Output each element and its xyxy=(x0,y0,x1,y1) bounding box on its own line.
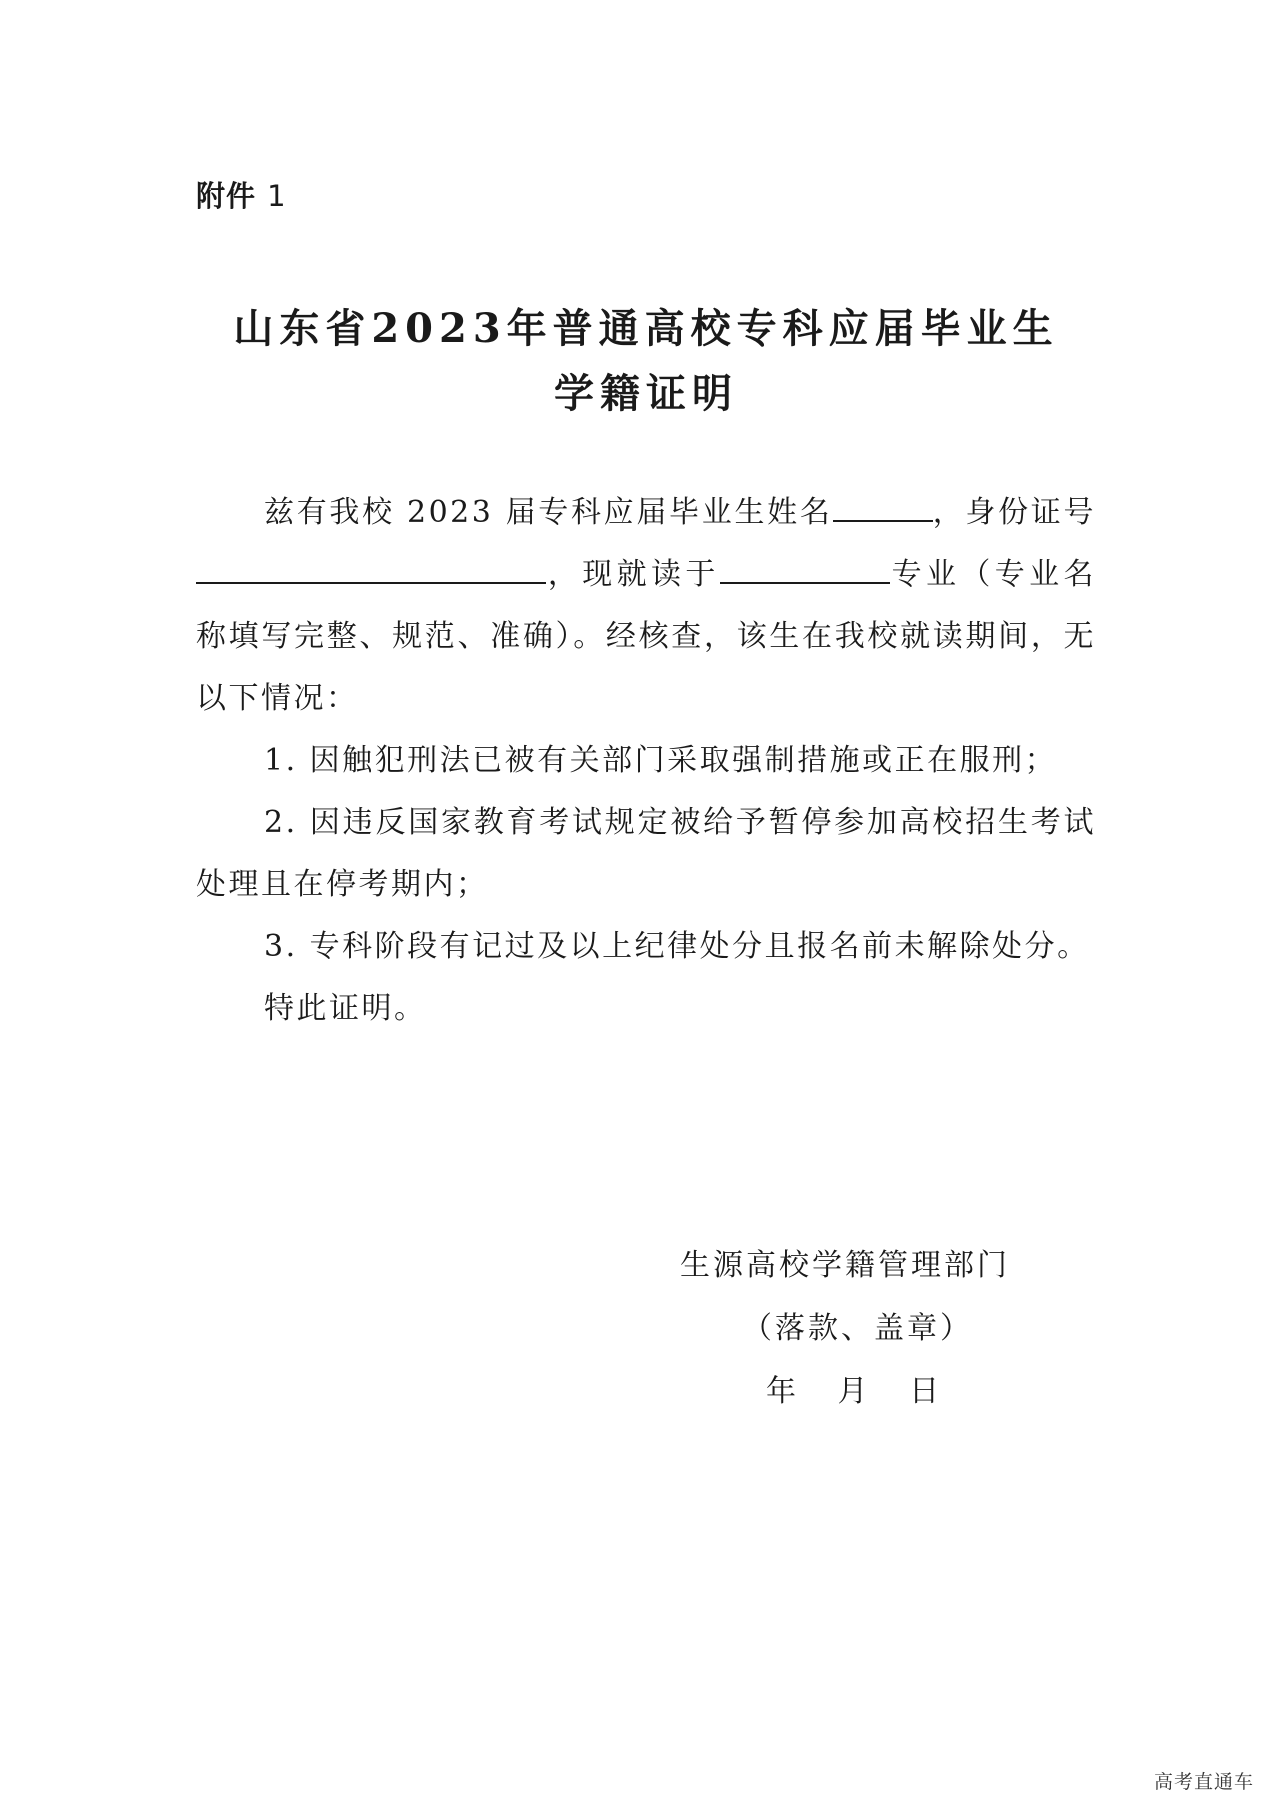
intro-paragraph xyxy=(196,482,1096,730)
certificate-body xyxy=(196,482,1096,1040)
attachment-label xyxy=(196,174,287,215)
major-blank xyxy=(720,558,890,584)
closing-statement: 特此证明。 xyxy=(264,991,427,1026)
watermark: 高考直通车 xyxy=(1153,1771,1254,1793)
condition-item-3: 3. 专科阶段有记过及以上纪律处分且报名前未解除处分。 xyxy=(264,929,1090,964)
intro-text-3: ，现就读于 xyxy=(546,557,720,592)
signature-seal-note: （落款、盖章） xyxy=(742,1311,973,1346)
name-blank xyxy=(833,496,933,522)
attachment-label-text: 附件 xyxy=(196,179,257,213)
id-number-blank xyxy=(196,558,546,584)
signature-department: 生源高校学籍管理部门 xyxy=(680,1248,1010,1283)
condition-item-2: 2. 因违反国家教育考试规定被给予暂停参加高校招生考试处理且在停考期内； xyxy=(196,805,1096,902)
intro-text-4: 专业（专业名称填写完整、规范、准确）。经核查，该生在我校就读期间，无以下情况： xyxy=(196,557,1096,716)
document-title-line-2: 学籍证明 xyxy=(554,370,738,417)
signature-date-line: 年 月 日 xyxy=(766,1374,940,1409)
document-title-line-1: 山东省2023年普通高校专科应届毕业生 xyxy=(233,305,1059,352)
intro-text-2: ，身份证号 xyxy=(932,495,1097,530)
attachment-number: 1 xyxy=(267,179,287,213)
intro-text-1: 兹有我校 2023 届专科应届毕业生姓名 xyxy=(264,495,833,530)
condition-item-1: 1. 因触犯刑法已被有关部门采取强制措施或正在服刑； xyxy=(264,743,1058,778)
